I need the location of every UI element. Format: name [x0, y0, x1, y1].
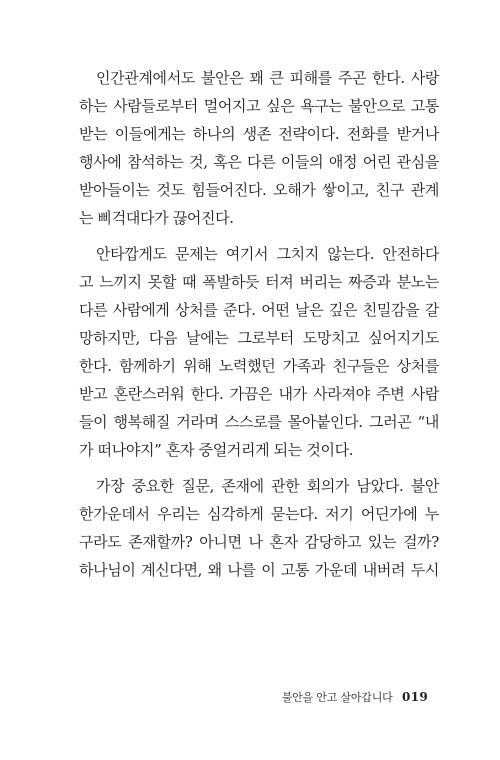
- text-line: 하나님이 계신다면, 왜 나를 이 고통 가운데 내버려 두시: [79, 561, 439, 579]
- text-line: 고 느끼지 못할 때 폭발하듯 터져 버리는 짜증과 분노는: [79, 273, 439, 291]
- running-title: 불안을 안고 살아갑니다: [281, 691, 393, 704]
- text-line: 인간관계에서도 불안은 꽤 큰 피해를 주곤 한다. 사랑: [96, 69, 439, 87]
- text-line: 가장 중요한 질문, 존재에 관한 회의가 남았다. 불안: [96, 477, 439, 495]
- text-line: 가 떠나야지” 혼자 중얼거리게 되는 것이다.: [79, 441, 354, 459]
- text-line: 받고 혼란스러워 한다. 가끔은 내가 사라져야 주변 사람: [79, 385, 439, 403]
- text-line: 행사에 참석하는 것, 혹은 다른 이들의 애정 어린 관심을: [79, 153, 439, 171]
- page-footer: [282, 690, 428, 705]
- text-line: 받아들이는 것도 힘들어진다. 오해가 쌓이고, 친구 관계: [79, 181, 439, 199]
- text-line: 한다. 함께하기 위해 노력했던 가족과 친구들은 상처를: [79, 357, 439, 375]
- text-line: 다른 사람에게 상처를 준다. 어떤 날은 깊은 친밀감을 갈: [79, 301, 439, 319]
- text-line: 한가운데서 우리는 심각하게 묻는다. 저기 어딘가에 누: [79, 505, 439, 523]
- text-line: 들이 행복해질 거라며 스스로를 몰아붙인다. 그러곤 “내: [79, 413, 439, 431]
- text-line: 구라도 존재할까? 아니면 나 혼자 감당하고 있는 걸까?: [79, 533, 439, 551]
- text-line: 안타깝게도 문제는 여기서 그치지 않는다. 안전하다: [96, 245, 439, 263]
- text-line: 는 삐걱대다가 끊어진다.: [79, 209, 234, 227]
- page-number: 019: [402, 690, 428, 704]
- text-line: 하는 사람들로부터 멀어지고 싶은 욕구는 불안으로 고통: [79, 97, 439, 115]
- text-line: 망하지만, 다음 날에는 그로부터 도망치고 싶어지기도: [79, 329, 439, 347]
- text-line: 받는 이들에게는 하나의 생존 전략이다. 전화를 받거나: [79, 125, 439, 143]
